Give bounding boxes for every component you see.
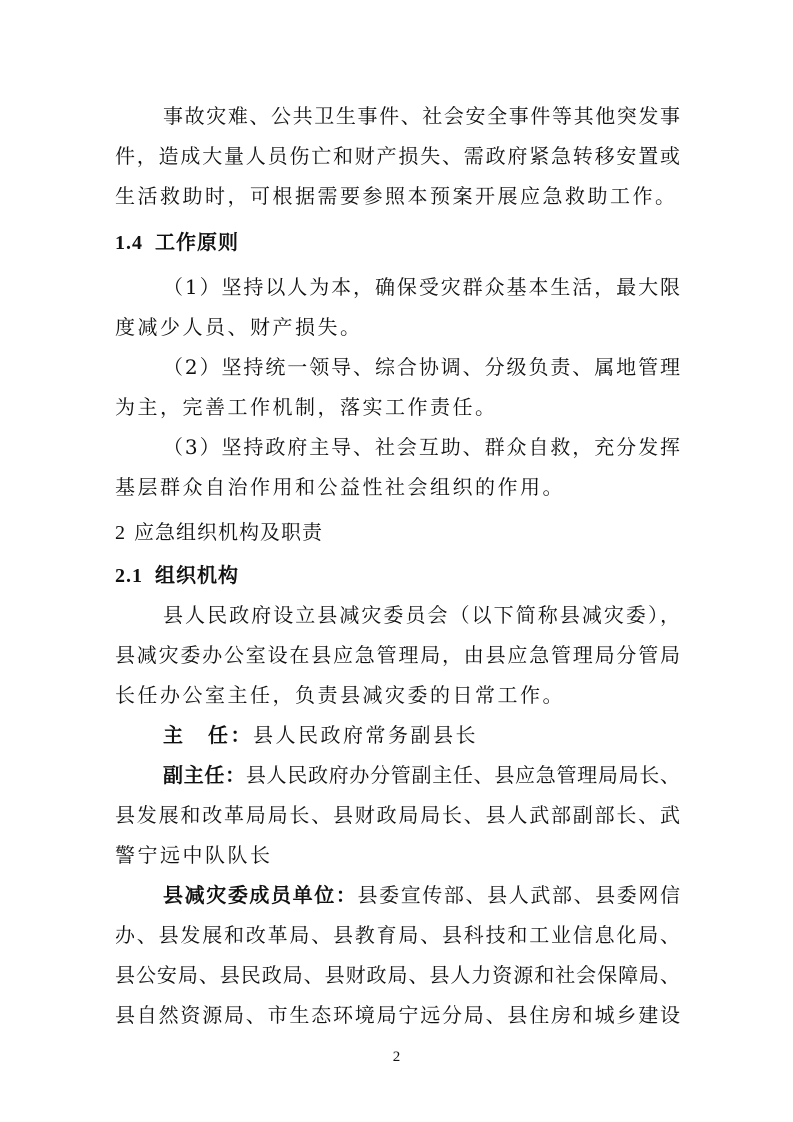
intro-line-2: 件，造成大量人员伤亡和财产损失、需政府紧急转移安置或 [115,144,680,168]
section-number: 1.4 [115,232,143,254]
deputy-line-1 [163,761,680,789]
principle-3-line-2: 基层群众自治作用和公益性社会组织的作用。 [115,475,565,499]
deputy-line-3: 警宁远中队队长 [115,843,273,867]
intro-line-3: 生活救助时，可根据需要参照本预案开展应急救助工作。 [115,184,678,208]
principle-1-line-2: 度减少人员、财产损失。 [115,315,363,339]
section-heading-1-4 [115,228,680,257]
members-line-4: 县自然资源局、市生态环境局宁远分局、县住房和城乡建设 [115,1003,680,1027]
principle-2-line-2: 为主，完善工作机制，落实工作责任。 [115,395,498,419]
section-title: 工作原则 [155,230,239,254]
members-value: 县委宣传部、县人武部、县委网信 [357,883,681,907]
members-line-3: 县公安局、县民政局、县财政局、县人力资源和社会保障局、 [115,963,680,987]
intro-line-1: 事故灾难、公共卫生事件、社会安全事件等其他突发事 [163,104,680,128]
org-paragraph-line-3: 长任办公室主任，负责县减灾委的日常工作。 [115,683,565,707]
deputy-value: 县人民政府办分管副主任、县应急管理局局长、 [245,763,681,787]
members-line-2: 办、县发展和改革局、县教育局、县科技和工业信息化局、 [115,923,680,947]
section-heading-2 [115,518,680,547]
section-number: 2.1 [115,565,143,587]
members-label: 县减灾委成员单位： [163,883,358,907]
principle-3-line-1: （3）坚持政府主导、社会互助、群众自救，充分发挥 [163,435,680,459]
page-number: 2 [392,1049,401,1065]
org-paragraph-line-2: 县减灾委办公室设在县应急管理局，由县应急管理局分管局 [115,643,680,667]
director-value: 县人民政府常务副县长 [253,723,478,747]
director-label: 主 任： [163,723,253,747]
deputy-label: 副主任： [163,763,246,787]
section-number: 2 [115,522,126,544]
members-line-1 [163,881,680,909]
section-title: 组织机构 [155,563,239,587]
deputy-line-2: 县发展和改革局局长、县财政局局长、县人武部副部长、武 [115,803,680,827]
principle-2-line-1: （2）坚持统一领导、综合协调、分级负责、属地管理 [163,355,680,379]
director-line [163,721,680,749]
section-heading-2-1 [115,561,680,590]
org-paragraph-line-1: 县人民政府设立县减灾委员会（以下简称县减灾委）， [163,603,680,627]
principle-1-line-1: （1）坚持以人为本，确保受灾群众基本生活，最大限 [163,275,680,299]
section-title: 应急组织机构及职责 [134,520,323,544]
